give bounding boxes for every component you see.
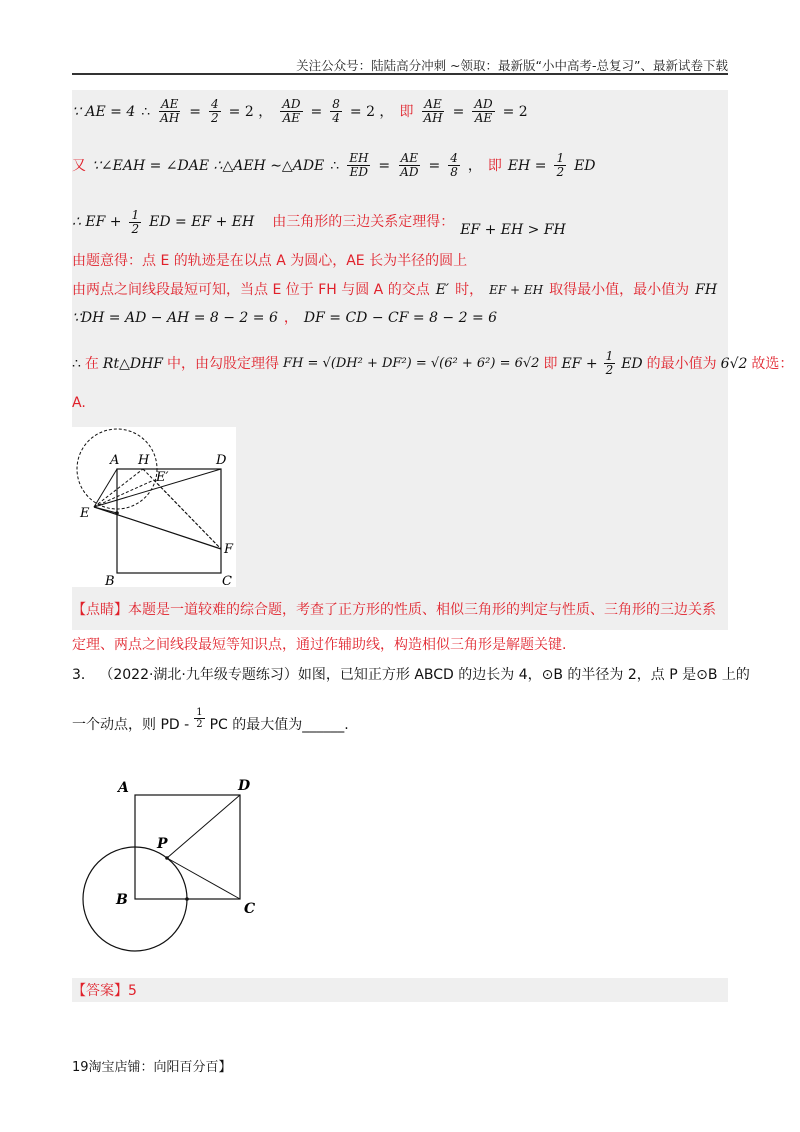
math-text: ∵ AE = 4 xyxy=(72,103,136,120)
point-on-bc xyxy=(185,897,189,901)
math-text: ∵∠EAH = ∠DAE ∴△AEH ∼△ADE xyxy=(92,157,325,174)
math-text: Rt△DHF xyxy=(102,355,164,372)
label-f: F xyxy=(224,542,234,557)
red-text: 又 xyxy=(72,157,86,174)
question-text: PC 的最大值为______. xyxy=(209,717,349,733)
label-d: D xyxy=(216,453,227,468)
red-text: 由两点之间线段最短可知，当点 E 位于 FH 与圆 A 的交点 xyxy=(72,282,430,298)
label-b: B xyxy=(116,892,128,908)
segment-eb xyxy=(94,507,117,513)
math-text: = xyxy=(189,103,202,120)
fraction: $\frac{1}{2}$ xyxy=(196,706,203,730)
math-text: ∴ xyxy=(330,157,340,174)
label-a: A xyxy=(110,453,120,468)
red-text: 的最小值为 xyxy=(646,355,717,372)
red-text: 即 xyxy=(543,355,558,372)
math-text: DF = CD − CF = 8 − 2 = 6 xyxy=(303,310,498,326)
segment-pd xyxy=(167,795,240,858)
red-text: 时， xyxy=(455,282,484,298)
note-line-1: 【点睛】本题是一道较难的综合题，考查了正方形的性质、相似三角形的判定与性质、三角形的三边关系 xyxy=(72,602,716,618)
math-text: = xyxy=(452,103,465,120)
math-text: 6√2 xyxy=(720,355,748,372)
math-text: = 2 ， xyxy=(228,103,273,120)
answer-block xyxy=(72,978,728,1002)
solution-line-4: 由题意得：点 E 的轨迹是在以点 A 为圆心，AE 长为半径的圆上 xyxy=(72,253,468,269)
solution-line-6 xyxy=(72,309,497,327)
math-text: EF + EH xyxy=(489,283,544,297)
fraction: $\frac{EH}{ED}$ xyxy=(349,151,369,179)
red-text: 取得最小值，最小值为 xyxy=(549,282,690,298)
red-text: 由三角形的三边关系定理得： xyxy=(272,214,455,230)
math-text: ∴ xyxy=(72,355,81,372)
red-text: 中，由勾股定理得 xyxy=(167,355,280,372)
note-line-2: 定理、两点之间线段最短等知识点，通过作辅助线，构造相似三角形是解题关键. xyxy=(72,637,567,653)
math-text: E′ xyxy=(435,282,450,298)
math-text: = xyxy=(378,157,391,174)
math-text: EF + EH > FH xyxy=(460,222,566,238)
question-3-line-2 xyxy=(72,706,349,734)
label-a: A xyxy=(118,780,129,796)
math-text: FH = √(DH² + DF²) = √(6² + 6²) = 6√2 xyxy=(283,355,540,371)
fraction: $\frac{1}{2}$ xyxy=(131,207,140,236)
segment-ef xyxy=(94,507,221,549)
segment-pc xyxy=(167,858,240,899)
answer-text: 【答案】5 xyxy=(72,983,137,999)
point-p xyxy=(165,856,169,860)
label-e-prime: E′ xyxy=(156,470,169,485)
red-text: 即 xyxy=(487,157,502,174)
label-d: D xyxy=(238,778,251,794)
solution-line-2 xyxy=(72,152,596,179)
math-text: = 2 xyxy=(502,103,528,120)
fraction: $\frac{AE}{AH}$ xyxy=(423,97,443,125)
math-text: ED xyxy=(621,355,643,372)
fraction: $\frac{AE}{AH}$ xyxy=(160,97,180,125)
solution-line-5 xyxy=(72,281,717,299)
solution-line-8: A. xyxy=(72,395,86,411)
fraction: $\frac{AD}{AE}$ xyxy=(282,97,301,125)
fraction: $\frac{1}{2}$ xyxy=(556,151,565,179)
label-b: B xyxy=(105,574,115,587)
figure-1-svg xyxy=(72,427,236,587)
red-text: 故选： xyxy=(751,355,794,372)
math-text: ∴ xyxy=(141,103,151,120)
solution-line-1 xyxy=(72,98,528,125)
fraction: $\frac{4}{2}$ xyxy=(211,97,219,125)
label-e: E xyxy=(80,506,90,521)
point-dot xyxy=(115,511,119,515)
figure-1 xyxy=(72,427,236,587)
figure-2 xyxy=(72,770,272,960)
math-text: ∴ EF + xyxy=(72,214,122,230)
page-header: 关注公众号：陆陆高分冲刺 ~领取：最新版“小中高考-总复习”、最新试卷下载 xyxy=(296,58,728,73)
math-text: ∵DH = AD − AH = 8 − 2 = 6 xyxy=(72,310,278,326)
label-h: H xyxy=(138,453,150,468)
header-rule xyxy=(72,73,728,75)
math-text: EF + xyxy=(561,355,598,372)
solution-line-3 xyxy=(72,205,566,239)
label-c: C xyxy=(244,901,256,917)
math-text: EH = xyxy=(507,157,547,174)
red-text: 在 xyxy=(84,355,99,372)
red-text: 即 xyxy=(399,103,414,120)
math-text: ED = EF + EH xyxy=(149,214,255,230)
segment-e1f xyxy=(154,480,221,549)
square-abcd xyxy=(135,795,240,899)
label-c: C xyxy=(222,574,232,587)
fraction: $\frac{AD}{AE}$ xyxy=(474,97,493,125)
label-p: P xyxy=(157,836,168,852)
math-text: FH xyxy=(695,282,718,298)
question-text: 一个动点，则 PD - xyxy=(72,717,190,733)
math-text: = xyxy=(310,103,323,120)
math-text: = xyxy=(428,157,441,174)
question-3-line-1: 3． （2022·湖北·九年级专题练习）如图，已知正方形 ABCD 的边长为 4，⊙B 的半径为 2，点 P 是⊙B 上的 xyxy=(72,667,750,683)
solution-line-7 xyxy=(72,350,793,377)
math-text: = 2 ， xyxy=(349,103,394,120)
fraction: $\frac{1}{2}$ xyxy=(605,349,614,377)
math-text: ， xyxy=(467,157,482,174)
fraction: $\frac{AE}{AD}$ xyxy=(400,151,419,179)
fraction: $\frac{8}{4}$ xyxy=(332,97,340,125)
math-text: ED xyxy=(574,157,596,174)
fraction: $\frac{4}{8}$ xyxy=(450,151,458,179)
page-footer: 19淘宝店铺：向阳百分百】 xyxy=(72,1060,232,1075)
red-text: ， xyxy=(283,310,298,326)
